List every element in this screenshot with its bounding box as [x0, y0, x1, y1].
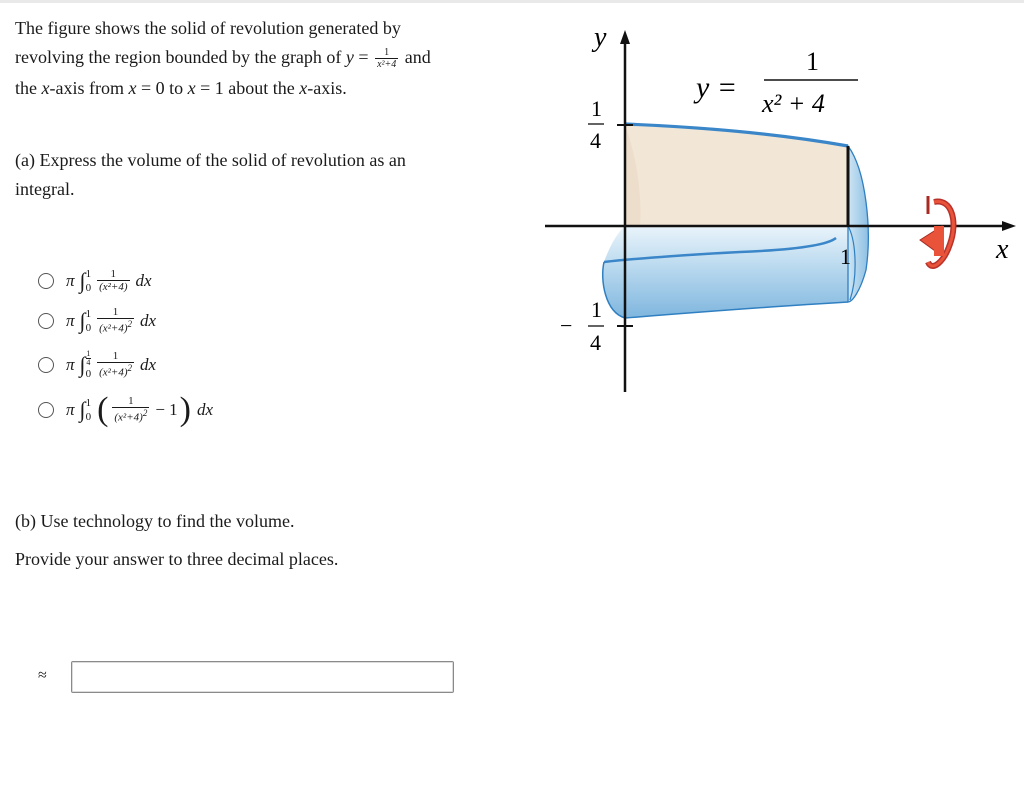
y-axis-arrow: [620, 30, 630, 44]
x-axis-label: x: [996, 234, 1009, 265]
top-divider: [0, 0, 1024, 3]
integrand-fraction: $\frac{1}{(x^2+4)^2}$: [114, 395, 148, 424]
equation-den: x² + 4: [762, 89, 825, 118]
intro-line-2: revolving the region bounded by the graph of y = $\frac{1}{\text{x²+4}}$ and: [15, 46, 431, 70]
option-4-radio[interactable]: [38, 402, 54, 418]
integral-sign: ∫ 1 4 0: [79, 349, 92, 380]
option-2[interactable]: π ∫ 1 0 $\frac{1}{(x^2+4)^2}$ dx: [38, 307, 156, 335]
tick-bottom-num: 1: [591, 297, 602, 322]
intro-line-1: The figure shows the solid of revolution generated by: [15, 18, 401, 38]
equation-num: 1: [806, 47, 819, 76]
option-2-radio[interactable]: [38, 313, 54, 329]
intro-line-3: the x-axis from x = 0 to x = 1 about the x-axis.: [15, 78, 347, 98]
option-3[interactable]: π ∫ 1 4 0 $\frac{1}{(x^2+4)^2}$ dx: [38, 350, 156, 380]
tick-bottom-sign: −: [560, 313, 573, 338]
integrand-fraction: $\frac{1}{(x^2+4)^2}$: [99, 350, 132, 379]
tick-bottom-den: 4: [590, 330, 601, 355]
integral-sign: ∫ 1 0: [79, 268, 92, 294]
y-axis-label: y: [594, 22, 607, 53]
volume-answer-input[interactable]: [71, 661, 454, 693]
option-1-radio[interactable]: [38, 273, 54, 289]
integrand-fraction: $\frac{1}{(x^2+4)^2}$: [99, 306, 132, 335]
equation-lhs: y =: [696, 71, 738, 104]
integral-sign: ∫ 1 0: [79, 397, 92, 423]
x-axis-arrow: [1002, 221, 1016, 231]
intro-fraction: $\frac{1}{\text{x²+4}}$: [377, 46, 397, 70]
rotation-arrow-icon: [920, 196, 953, 266]
tick-top-num: 1: [591, 96, 602, 121]
part-a-line-2: integral.: [15, 179, 75, 199]
part-a-line-1: (a) Express the volume of the solid of revolution as an: [15, 150, 406, 170]
option-3-radio[interactable]: [38, 357, 54, 373]
integral-sign: ∫ 1 0: [79, 307, 92, 334]
part-b-line-1: (b) Use technology to find the volume.: [15, 511, 295, 531]
approx-symbol: ≈: [38, 667, 47, 684]
end-cap: [848, 146, 868, 302]
tick-top-den: 4: [590, 128, 601, 153]
option-4[interactable]: π ∫ 1 0 ( $\frac{1}{(x^2+4)^2}$ − 1 ) dx: [38, 393, 213, 427]
option-1[interactable]: π ∫ 1 0 $\frac{1}{\text{(x²+4)}}$ dx: [38, 268, 152, 294]
solid-of-revolution-figure: [510, 15, 1024, 400]
integrand-fraction: $\frac{1}{\text{(x²+4)}}$: [99, 268, 128, 293]
part-b-line-2: Provide your answer to three decimal places.: [15, 549, 339, 569]
x-tick-label: 1: [840, 244, 851, 269]
